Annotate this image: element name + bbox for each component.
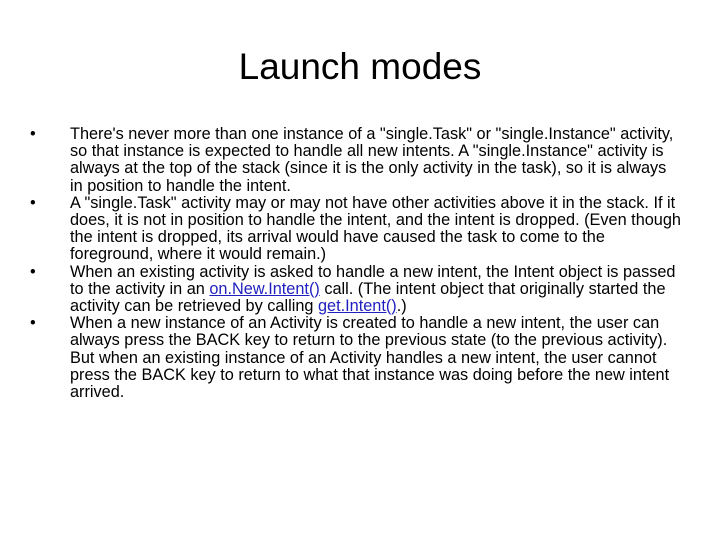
bullet-item-3 bbox=[30, 264, 682, 316]
slide-title: Launch modes bbox=[238, 46, 482, 87]
bullet-dot-icon: • bbox=[30, 193, 36, 212]
bullet-item-1 bbox=[30, 126, 682, 195]
bullet-dot-icon: • bbox=[30, 262, 36, 281]
bullet-dot-icon: • bbox=[30, 125, 36, 143]
get-intent-link[interactable]: get.Intent() bbox=[317, 297, 397, 316]
bullet-text: When a new instance of an Activity is created to handle a new intent, the user can always press the BACK key to return to the previous state (to the previous activity). But when an existing instance of an Activity handles a new intent, the user cannot press the BACK key to return to what that instance was doing before the new intent arrived. bbox=[70, 314, 670, 402]
bullet-text: A "single.Task" activity may or may not have other activities above it in the stack. If it does, it is not in position to handle the intent, and the intent is dropped. (Even though the intent is dropped, its arrival would have caused the task to come to the foreground, where it would remain.) bbox=[70, 193, 681, 264]
bullet-text-middle: call. (The intent object that originally started the activity can be retrieved by calling bbox=[70, 279, 666, 316]
bullet-item-2 bbox=[30, 195, 682, 264]
bullet-item-4 bbox=[30, 315, 682, 401]
bullet-text: There's never more than one instance of a "single.Task" or "single.Instance" activity, so that instance is expected to handle all new intents. A "single.Instance" activity is always at the top of the stack (since it is the only activity in the task), so it is always in position to handle the intent. bbox=[70, 125, 674, 195]
on-new-intent-link[interactable]: on.New.Intent() bbox=[209, 279, 320, 298]
bullet-text-before-link: When an existing activity is asked to handle a new intent, the Intent object is passed to the activity in an bbox=[70, 262, 676, 298]
bullet-text-after-link: .) bbox=[396, 297, 407, 316]
bullet-list bbox=[30, 126, 682, 401]
bullet-dot-icon: • bbox=[30, 314, 36, 333]
